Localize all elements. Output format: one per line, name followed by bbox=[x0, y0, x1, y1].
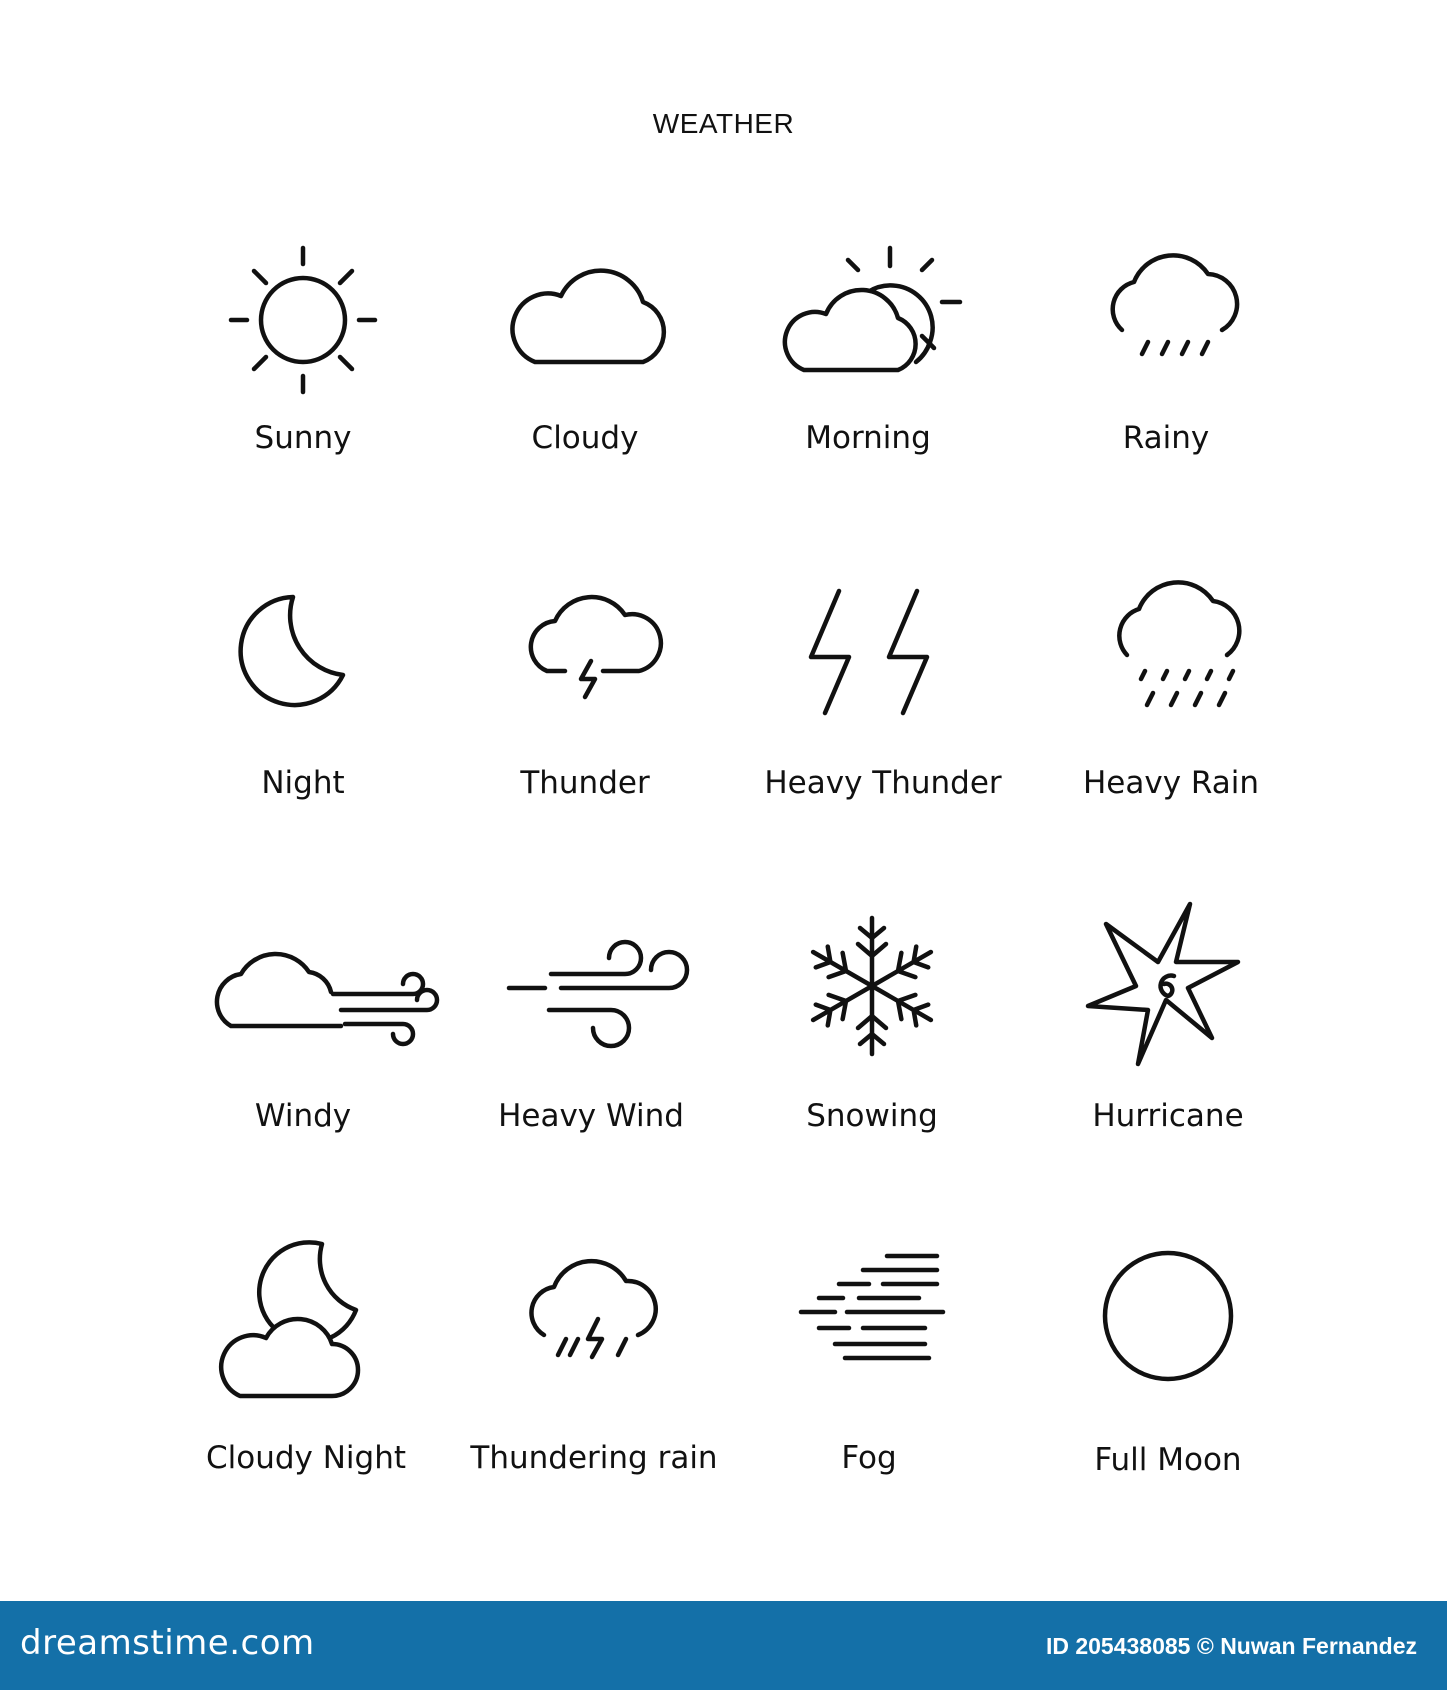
icon-label: Cloudy bbox=[531, 420, 639, 456]
crescent-moon-icon bbox=[213, 575, 393, 755]
icon-label: Sunny bbox=[254, 420, 352, 456]
weather-item-windy bbox=[153, 908, 453, 1208]
full-moon-icon bbox=[1078, 1240, 1258, 1420]
weather-item-fog bbox=[719, 1240, 1019, 1540]
weather-item-snowing bbox=[722, 908, 1022, 1208]
rain-cloud-icon bbox=[1076, 230, 1256, 410]
watermark-footer bbox=[0, 1601, 1447, 1690]
weather-item-thundering-rain bbox=[444, 1253, 744, 1553]
weather-item-heavy-rain bbox=[1021, 575, 1321, 875]
weather-item-rainy bbox=[1016, 230, 1316, 530]
icon-label: Thunder bbox=[520, 765, 650, 801]
snowflake-icon bbox=[782, 908, 962, 1088]
icon-label: Night bbox=[261, 765, 345, 801]
weather-item-full-moon bbox=[1018, 1240, 1318, 1540]
sun-icon bbox=[213, 230, 393, 410]
heavy-rain-cloud-icon bbox=[1081, 575, 1261, 755]
icon-label: Heavy Thunder bbox=[764, 765, 1002, 801]
weather-item-cloudy bbox=[435, 230, 735, 530]
image-credit: ID 205438085 © Nuwan Fernandez bbox=[1045, 1633, 1417, 1659]
icon-label: Hurricane bbox=[1092, 1098, 1244, 1134]
weather-item-sunny bbox=[153, 230, 453, 530]
weather-item-heavy-thunder bbox=[733, 575, 1033, 875]
weather-item-morning bbox=[718, 230, 1018, 530]
weather-item-thunder bbox=[435, 575, 735, 875]
weather-item-hurricane bbox=[1018, 900, 1318, 1200]
icon-label: Fog bbox=[841, 1440, 897, 1476]
icon-label: Rainy bbox=[1122, 420, 1210, 456]
sun-behind-cloud-icon bbox=[778, 230, 958, 410]
page-title: WEATHER bbox=[652, 108, 795, 139]
icon-label: Heavy Wind bbox=[498, 1098, 684, 1134]
icon-label: Morning bbox=[805, 420, 931, 456]
brand-logo-text: dreamstime.com bbox=[20, 1623, 315, 1663]
icon-label: Heavy Rain bbox=[1082, 765, 1260, 801]
icon-label: Snowing bbox=[806, 1098, 938, 1134]
hurricane-icon bbox=[1078, 900, 1258, 1080]
double-lightning-icon bbox=[793, 575, 973, 755]
fog-lines-icon bbox=[779, 1240, 959, 1420]
icon-label: Cloudy Night bbox=[205, 1440, 407, 1476]
wind-gusts-icon bbox=[501, 908, 681, 1088]
moon-behind-cloud-icon bbox=[216, 1238, 396, 1418]
cloud-icon bbox=[495, 230, 675, 410]
weather-item-night bbox=[153, 575, 453, 875]
icon-label: Thundering rain bbox=[470, 1440, 718, 1476]
weather-item-heavy-wind bbox=[441, 908, 741, 1208]
icon-label: Full Moon bbox=[1094, 1442, 1242, 1478]
cloud-wind-icon bbox=[213, 908, 393, 1088]
weather-item-cloudy-night bbox=[156, 1238, 456, 1538]
thunder-rain-cloud-icon bbox=[504, 1253, 684, 1433]
thunder-cloud-icon bbox=[495, 575, 675, 755]
icon-label: Windy bbox=[254, 1098, 352, 1134]
